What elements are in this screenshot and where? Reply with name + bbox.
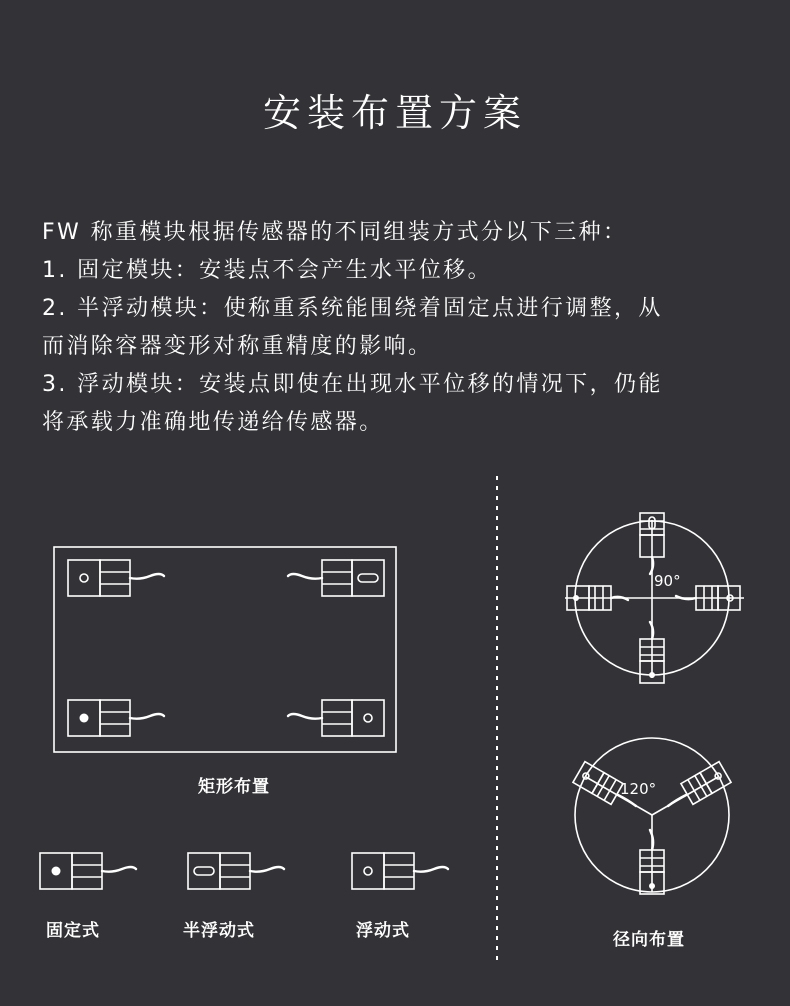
intro-line: 而消除容器变形对称重精度的影响。 — [42, 334, 433, 359]
intro-line: 2. 半浮动模块：使称重系统能围绕着固定点进行调整，从 — [42, 296, 663, 321]
caption-semi-floating: 半浮动式 — [183, 921, 255, 941]
rect-layout-diagram — [54, 547, 396, 752]
angle-label-90: 90° — [654, 572, 681, 590]
intro-line: 3. 浮动模块：安装点即使在出现水平位移的情况下，仍能 — [42, 372, 663, 397]
page-title: 安装布置方案 — [262, 91, 527, 135]
fixed-module-diagram — [40, 853, 136, 889]
radial-three-point-diagram — [573, 738, 731, 894]
caption-floating: 浮动式 — [356, 921, 410, 941]
radial-four-point-diagram — [565, 513, 744, 683]
intro-line: 将承载力准确地传递给传感器。 — [42, 410, 384, 435]
caption-radial-layout: 径向布置 — [613, 930, 685, 950]
caption-rect-layout: 矩形布置 — [198, 777, 270, 797]
intro-line: FW 称重模块根据传感器的不同组装方式分以下三种： — [42, 220, 628, 245]
caption-fixed: 固定式 — [46, 921, 100, 941]
semi-floating-module-diagram — [188, 853, 284, 889]
intro-line: 1. 固定模块：安装点不会产生水平位移。 — [42, 258, 492, 283]
angle-label-120: 120° — [620, 780, 657, 798]
floating-module-diagram — [352, 853, 448, 889]
